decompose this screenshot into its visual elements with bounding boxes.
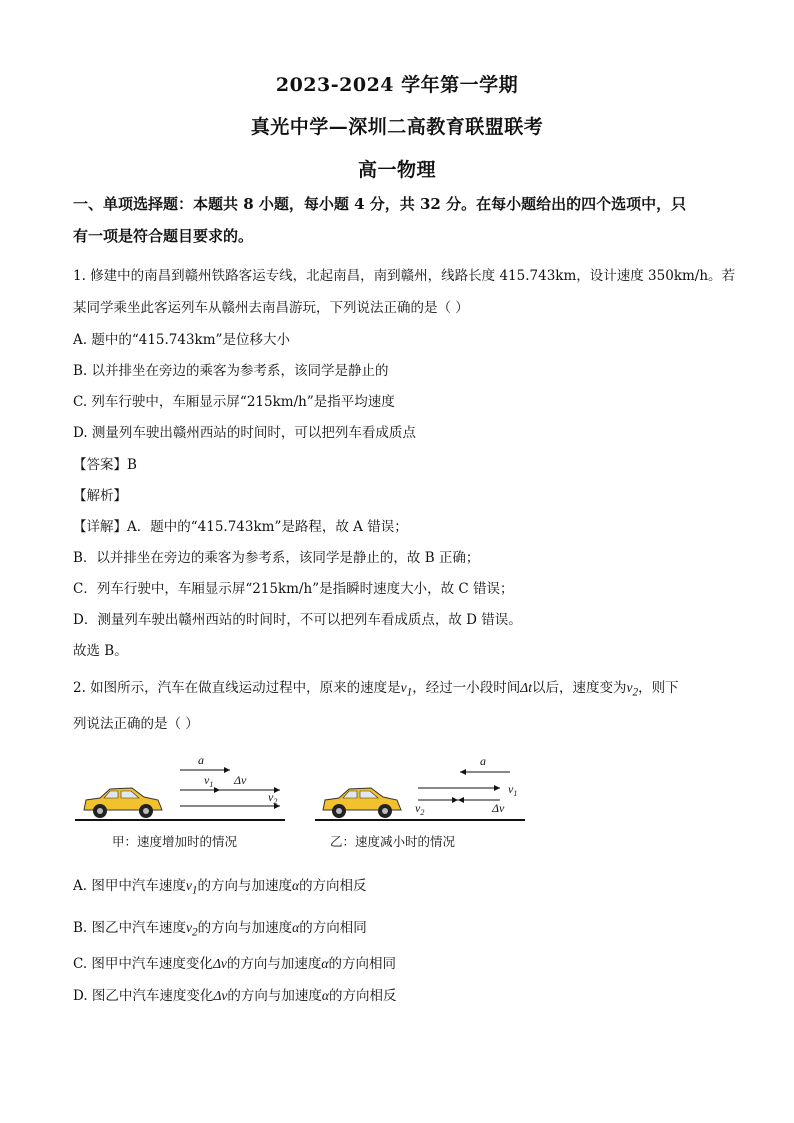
alpha-symbol: α xyxy=(291,878,300,893)
q1-option-b: B. 以并排坐在旁边的乘客为参考系，该同学是静止的 xyxy=(73,363,389,379)
q2-option-b xyxy=(73,916,367,939)
q2-option-d-text3: 的方向相反 xyxy=(328,988,397,1004)
q1-detail-c: C．列车行驶中，车厢显示屏“215km/h”是指瞬时速度大小，故 C 错误； xyxy=(73,581,514,597)
alpha-symbol: α xyxy=(321,988,329,1003)
section-heading-line1: 一、单项选择题：本题共 8 小题，每小题 4 分，共 32 分。在每小题给出的四个选项中，只 xyxy=(73,195,687,213)
v1-symbol: v xyxy=(400,680,407,695)
q1-stem-line2: 某同学乘坐此客运列车从赣州去南昌游玩，下列说法正确的是（ ） xyxy=(73,300,469,316)
q2-stem-line2: 列说法正确的是（ ） xyxy=(73,716,199,732)
q2-option-c-text3: 的方向相同 xyxy=(328,956,396,972)
right-caption: 乙：速度减小时的情况 xyxy=(330,834,456,849)
q2-figure xyxy=(70,748,540,858)
q1-detail-d: D．测量列车驶出赣州西站的时间时，不可以把列车看成质点，故 D 错误。 xyxy=(73,612,522,628)
q1-answer: 【答案】B xyxy=(73,457,137,473)
left-caption: 甲：速度增加时的情况 xyxy=(112,834,238,849)
q2-option-b-text2: 的方向与加速度 xyxy=(197,920,293,936)
q2-stem-text-b: ，经过一小段时间 xyxy=(412,680,521,696)
q2-option-b-text1: B. 图乙中汽车速度 xyxy=(73,920,187,936)
header-term: 2023-2024 学年第一学期 xyxy=(275,74,519,96)
q2-option-d-text1: D. 图乙中汽车速度变化 xyxy=(73,988,214,1004)
v1-symbol: v xyxy=(185,878,192,893)
delta-t-symbol: Δt xyxy=(520,680,532,695)
q2-option-c-text2: 的方向与加速度 xyxy=(226,956,322,972)
q2-option-a-text3: 的方向相反 xyxy=(299,878,367,894)
q1-detail-b: B．以并排坐在旁边的乘客为参考系，该同学是静止的，故 B 正确； xyxy=(73,550,480,566)
q2-option-c xyxy=(73,952,396,972)
q2-option-a-text2: 的方向与加速度 xyxy=(197,878,292,894)
v1-subscript: 1 xyxy=(406,686,413,699)
section-heading-line2: 有一项是符合题目要求的。 xyxy=(73,227,254,245)
q1-conclusion: 故选 B。 xyxy=(73,643,128,659)
q1-option-a: A. 题中的“415.743km”是位移大小 xyxy=(73,332,290,348)
q2-option-c-text1: C. 图甲中汽车速度变化 xyxy=(73,956,213,972)
right-car-icon xyxy=(323,788,401,818)
v2-symbol: v xyxy=(186,920,193,935)
alpha-symbol: α xyxy=(321,956,329,971)
q2-stem-text-d: ，则下 xyxy=(638,680,679,696)
q2-stem-text-a: 2. 如图所示，汽车在做直线运动过程中，原来的速度是 xyxy=(73,680,401,696)
q2-option-a-text1: A. 图甲中汽车速度 xyxy=(73,878,186,894)
q1-option-c: C. 列车行驶中，车厢显示屏“215km/h”是指平均速度 xyxy=(73,394,395,410)
delta-v-symbol: Δv xyxy=(213,988,228,1003)
left-label-a: a xyxy=(198,753,204,767)
left-label-dv: Δv xyxy=(234,773,247,787)
right-diagram xyxy=(315,754,525,849)
v2-symbol: v xyxy=(626,680,633,695)
q1-stem-line1: 1. 修建中的南昌到赣州铁路客运专线，北起南昌，南到赣州，线路长度 415.743km，设计速度 350km/h。若 xyxy=(73,268,736,284)
v1-subscript: 1 xyxy=(191,884,198,897)
v2-subscript: 2 xyxy=(192,926,198,939)
delta-v-symbol: Δv xyxy=(212,956,227,971)
left-label-v2: $v_2$ xyxy=(268,790,278,806)
q2-stem-line1 xyxy=(73,676,679,699)
header-subject: 高一物理 xyxy=(357,159,436,181)
right-label-dv: Δv xyxy=(492,801,505,815)
q2-option-d-text2: 的方向与加速度 xyxy=(227,988,322,1004)
v2-subscript: 2 xyxy=(632,686,639,699)
q1-analysis-label: 【解析】 xyxy=(73,488,127,504)
left-car-icon xyxy=(84,788,162,818)
q2-stem-text-c: 以后，速度变为 xyxy=(531,680,627,696)
q1-option-d: D. 测量列车驶出赣州西站的时间时，可以把列车看成质点 xyxy=(73,425,416,441)
q1-detail-a: 【详解】A．题中的“415.743km”是路程，故 A 错误； xyxy=(73,519,408,535)
q2-option-d xyxy=(73,984,396,1004)
left-label-v1: $v_1$ xyxy=(204,773,214,789)
right-label-v2: $v_2$ xyxy=(415,801,425,817)
q2-option-b-text3: 的方向相同 xyxy=(299,920,367,936)
left-diagram xyxy=(75,753,285,849)
header-school: 真光中学—深圳二高教育联盟联考 xyxy=(250,116,544,138)
right-label-v1: $v_1$ xyxy=(508,782,518,798)
right-label-a: a xyxy=(480,754,486,768)
alpha-symbol: α xyxy=(292,920,300,935)
q2-option-a xyxy=(73,874,367,897)
